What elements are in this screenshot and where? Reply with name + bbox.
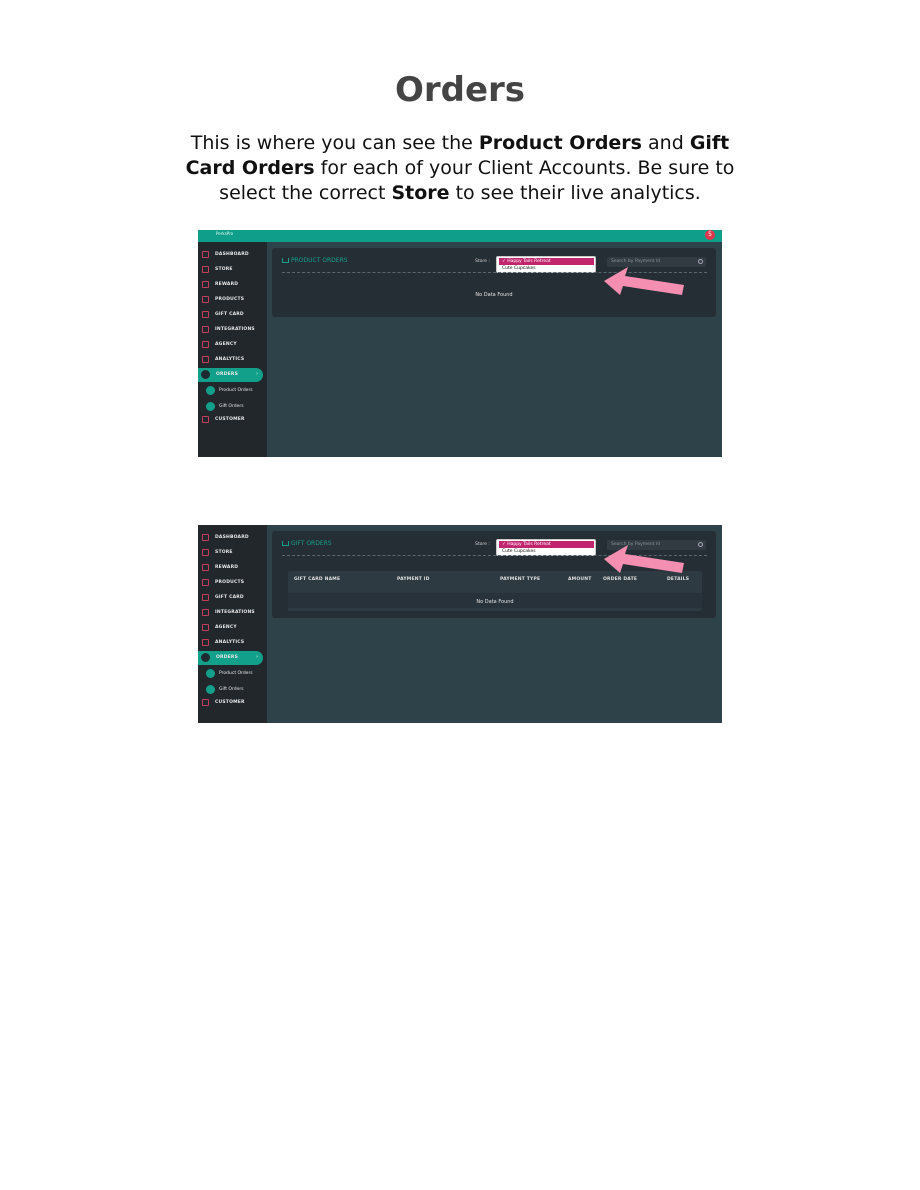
search-icon[interactable] — [698, 542, 703, 547]
sidebar-item-products[interactable] — [198, 293, 267, 305]
sidebar-item-agency[interactable] — [198, 622, 267, 634]
search-input[interactable]: Search by Payment Id — [607, 540, 706, 550]
sidebar-subitem-gift-orders[interactable] — [206, 683, 264, 695]
sidebar-subitem-gift-orders[interactable] — [206, 400, 264, 412]
sidebar — [198, 525, 267, 723]
nav-icon — [202, 624, 209, 631]
nav-icon — [202, 341, 209, 348]
gift-orders-screenshot — [198, 525, 722, 723]
sidebar-item-label: ORDERS — [216, 372, 239, 378]
store-dropdown[interactable] — [496, 539, 596, 556]
nav-icon — [202, 609, 209, 616]
sidebar-subitem-label: Product Orders — [219, 388, 253, 394]
search-input[interactable]: Search by Payment Id — [607, 257, 706, 267]
sidebar-item-label: DASHBOARD — [215, 534, 249, 540]
nav-icon — [202, 251, 209, 258]
chevron-icon: › — [256, 653, 258, 660]
brand-logo: PerksPro — [216, 231, 234, 236]
intro-emphasis: Product Orders — [478, 132, 642, 154]
sidebar-item-label: GIFT CARD — [215, 594, 244, 600]
sidebar-item-orders[interactable] — [198, 651, 263, 665]
column-header[interactable]: GIFT CARD NAME — [294, 577, 341, 582]
sidebar-item-label: DASHBOARD — [215, 251, 249, 257]
sidebar-subitem-label: Gift Orders — [219, 686, 244, 692]
store-label: Store : — [475, 259, 490, 264]
intro-text: and — [641, 132, 690, 154]
sidebar-item-label: STORE — [215, 266, 233, 272]
sidebar-item-integrations[interactable] — [198, 607, 267, 619]
sidebar-item-label: INTEGRATIONS — [215, 327, 255, 332]
cart-icon — [282, 258, 289, 263]
nav-icon — [202, 534, 209, 541]
sidebar-item-label: PRODUCTS — [215, 579, 245, 585]
sidebar-item-label: STORE — [215, 549, 233, 555]
sidebar-item-label: GIFT CARD — [215, 311, 244, 317]
search-icon[interactable] — [698, 259, 703, 264]
customer-icon — [202, 699, 209, 706]
panel-title — [282, 540, 332, 547]
sidebar-subitem-product-orders[interactable] — [206, 385, 264, 397]
nav-icon — [202, 266, 209, 273]
gift-orders-table — [288, 571, 702, 611]
store-option[interactable]: Cute Cupcakes — [502, 266, 536, 271]
sidebar-item-orders[interactable] — [198, 368, 263, 382]
sidebar-item-store[interactable] — [198, 546, 267, 558]
column-header[interactable]: PAYMENT ID — [397, 577, 430, 582]
pointer-arrow-icon — [598, 541, 688, 575]
sidebar-item-dashboard[interactable] — [198, 531, 267, 543]
notification-badge[interactable]: 5 — [705, 230, 715, 240]
sidebar-item-label: ANALYTICS — [215, 357, 245, 363]
intro-text: for each of your Client Accounts. Be sure to select the correct — [219, 157, 735, 204]
intro-text: This is where you can see the — [190, 132, 479, 154]
top-bar — [198, 230, 722, 242]
nav-icon — [202, 549, 209, 556]
column-header[interactable]: AMOUNT — [568, 577, 592, 582]
orders-icon — [201, 370, 210, 379]
cart-icon — [282, 541, 289, 546]
sidebar-item-label: CUSTOMER — [215, 417, 245, 423]
store-label: Store : — [475, 542, 490, 547]
sidebar-item-label: ORDERS — [216, 655, 239, 661]
store-option-selected[interactable]: ✓ Happy Tails Retreat — [499, 541, 594, 548]
sidebar-subitem-label: Product Orders — [219, 671, 253, 677]
sidebar-item-label: INTEGRATIONS — [215, 610, 255, 615]
sidebar-item-label: REWARD — [215, 281, 239, 287]
sidebar-item-customer[interactable] — [198, 414, 267, 426]
sidebar-item-gift-card[interactable] — [198, 308, 267, 320]
empty-state: No Data Found — [475, 292, 513, 298]
sidebar-item-customer[interactable] — [198, 697, 267, 709]
sidebar-item-agency[interactable] — [198, 339, 267, 351]
nav-icon — [202, 281, 209, 288]
nav-icon — [202, 639, 209, 646]
subitem-icon — [206, 669, 215, 678]
column-header[interactable]: DETAILS — [667, 577, 690, 582]
sidebar-subitem-label: Gift Orders — [219, 403, 244, 409]
sidebar-item-label: ANALYTICS — [215, 640, 245, 646]
panel-title-text: PRODUCT ORDERS — [291, 257, 348, 264]
sidebar-item-gift-card[interactable] — [198, 591, 267, 603]
sidebar-subitem-product-orders[interactable] — [206, 668, 264, 680]
customer-icon — [202, 416, 209, 423]
nav-icon — [202, 311, 209, 318]
sidebar-item-dashboard[interactable] — [198, 248, 267, 260]
sidebar-item-label: PRODUCTS — [215, 296, 245, 302]
intro-paragraph — [175, 131, 745, 206]
sidebar-item-label: AGENCY — [215, 342, 237, 348]
nav-icon — [202, 326, 209, 333]
intro-emphasis: Store — [391, 182, 450, 204]
sidebar-item-analytics[interactable] — [198, 354, 267, 366]
subitem-icon — [206, 386, 215, 395]
nav-icon — [202, 356, 209, 363]
intro-text: to see their live analytics. — [449, 182, 701, 204]
store-option-selected[interactable]: ✓ Happy Tails Retreat — [499, 258, 594, 265]
column-header[interactable]: PAYMENT TYPE — [500, 577, 541, 582]
sidebar — [198, 242, 267, 457]
store-dropdown[interactable] — [496, 256, 596, 273]
orders-icon — [201, 653, 210, 662]
page-title: Orders — [394, 70, 526, 110]
product-orders-screenshot — [198, 230, 722, 457]
panel-title — [282, 257, 348, 264]
sidebar-item-store[interactable] — [198, 263, 267, 275]
nav-icon — [202, 594, 209, 601]
column-header[interactable]: ORDER DATE — [603, 577, 638, 582]
nav-icon — [202, 296, 209, 303]
nav-icon — [202, 564, 209, 571]
sidebar-item-reward[interactable] — [198, 561, 267, 573]
sidebar-item-analytics[interactable] — [198, 637, 267, 649]
empty-state: No Data Found — [476, 599, 514, 605]
store-option[interactable]: Cute Cupcakes — [502, 549, 536, 554]
sidebar-item-reward[interactable] — [198, 278, 267, 290]
sidebar-item-label: REWARD — [215, 564, 239, 570]
sidebar-item-label: CUSTOMER — [215, 700, 245, 706]
subitem-icon — [206, 402, 215, 411]
chevron-icon: › — [256, 370, 258, 377]
sidebar-item-products[interactable] — [198, 576, 267, 588]
sidebar-item-integrations[interactable] — [198, 324, 267, 336]
sidebar-item-label: AGENCY — [215, 625, 237, 631]
panel-title-text: GIFT ORDERS — [291, 540, 332, 547]
subitem-icon — [206, 685, 215, 694]
nav-icon — [202, 579, 209, 586]
intro-emphasis: Gift Card Orders — [185, 132, 730, 179]
pointer-arrow-icon — [598, 263, 688, 297]
